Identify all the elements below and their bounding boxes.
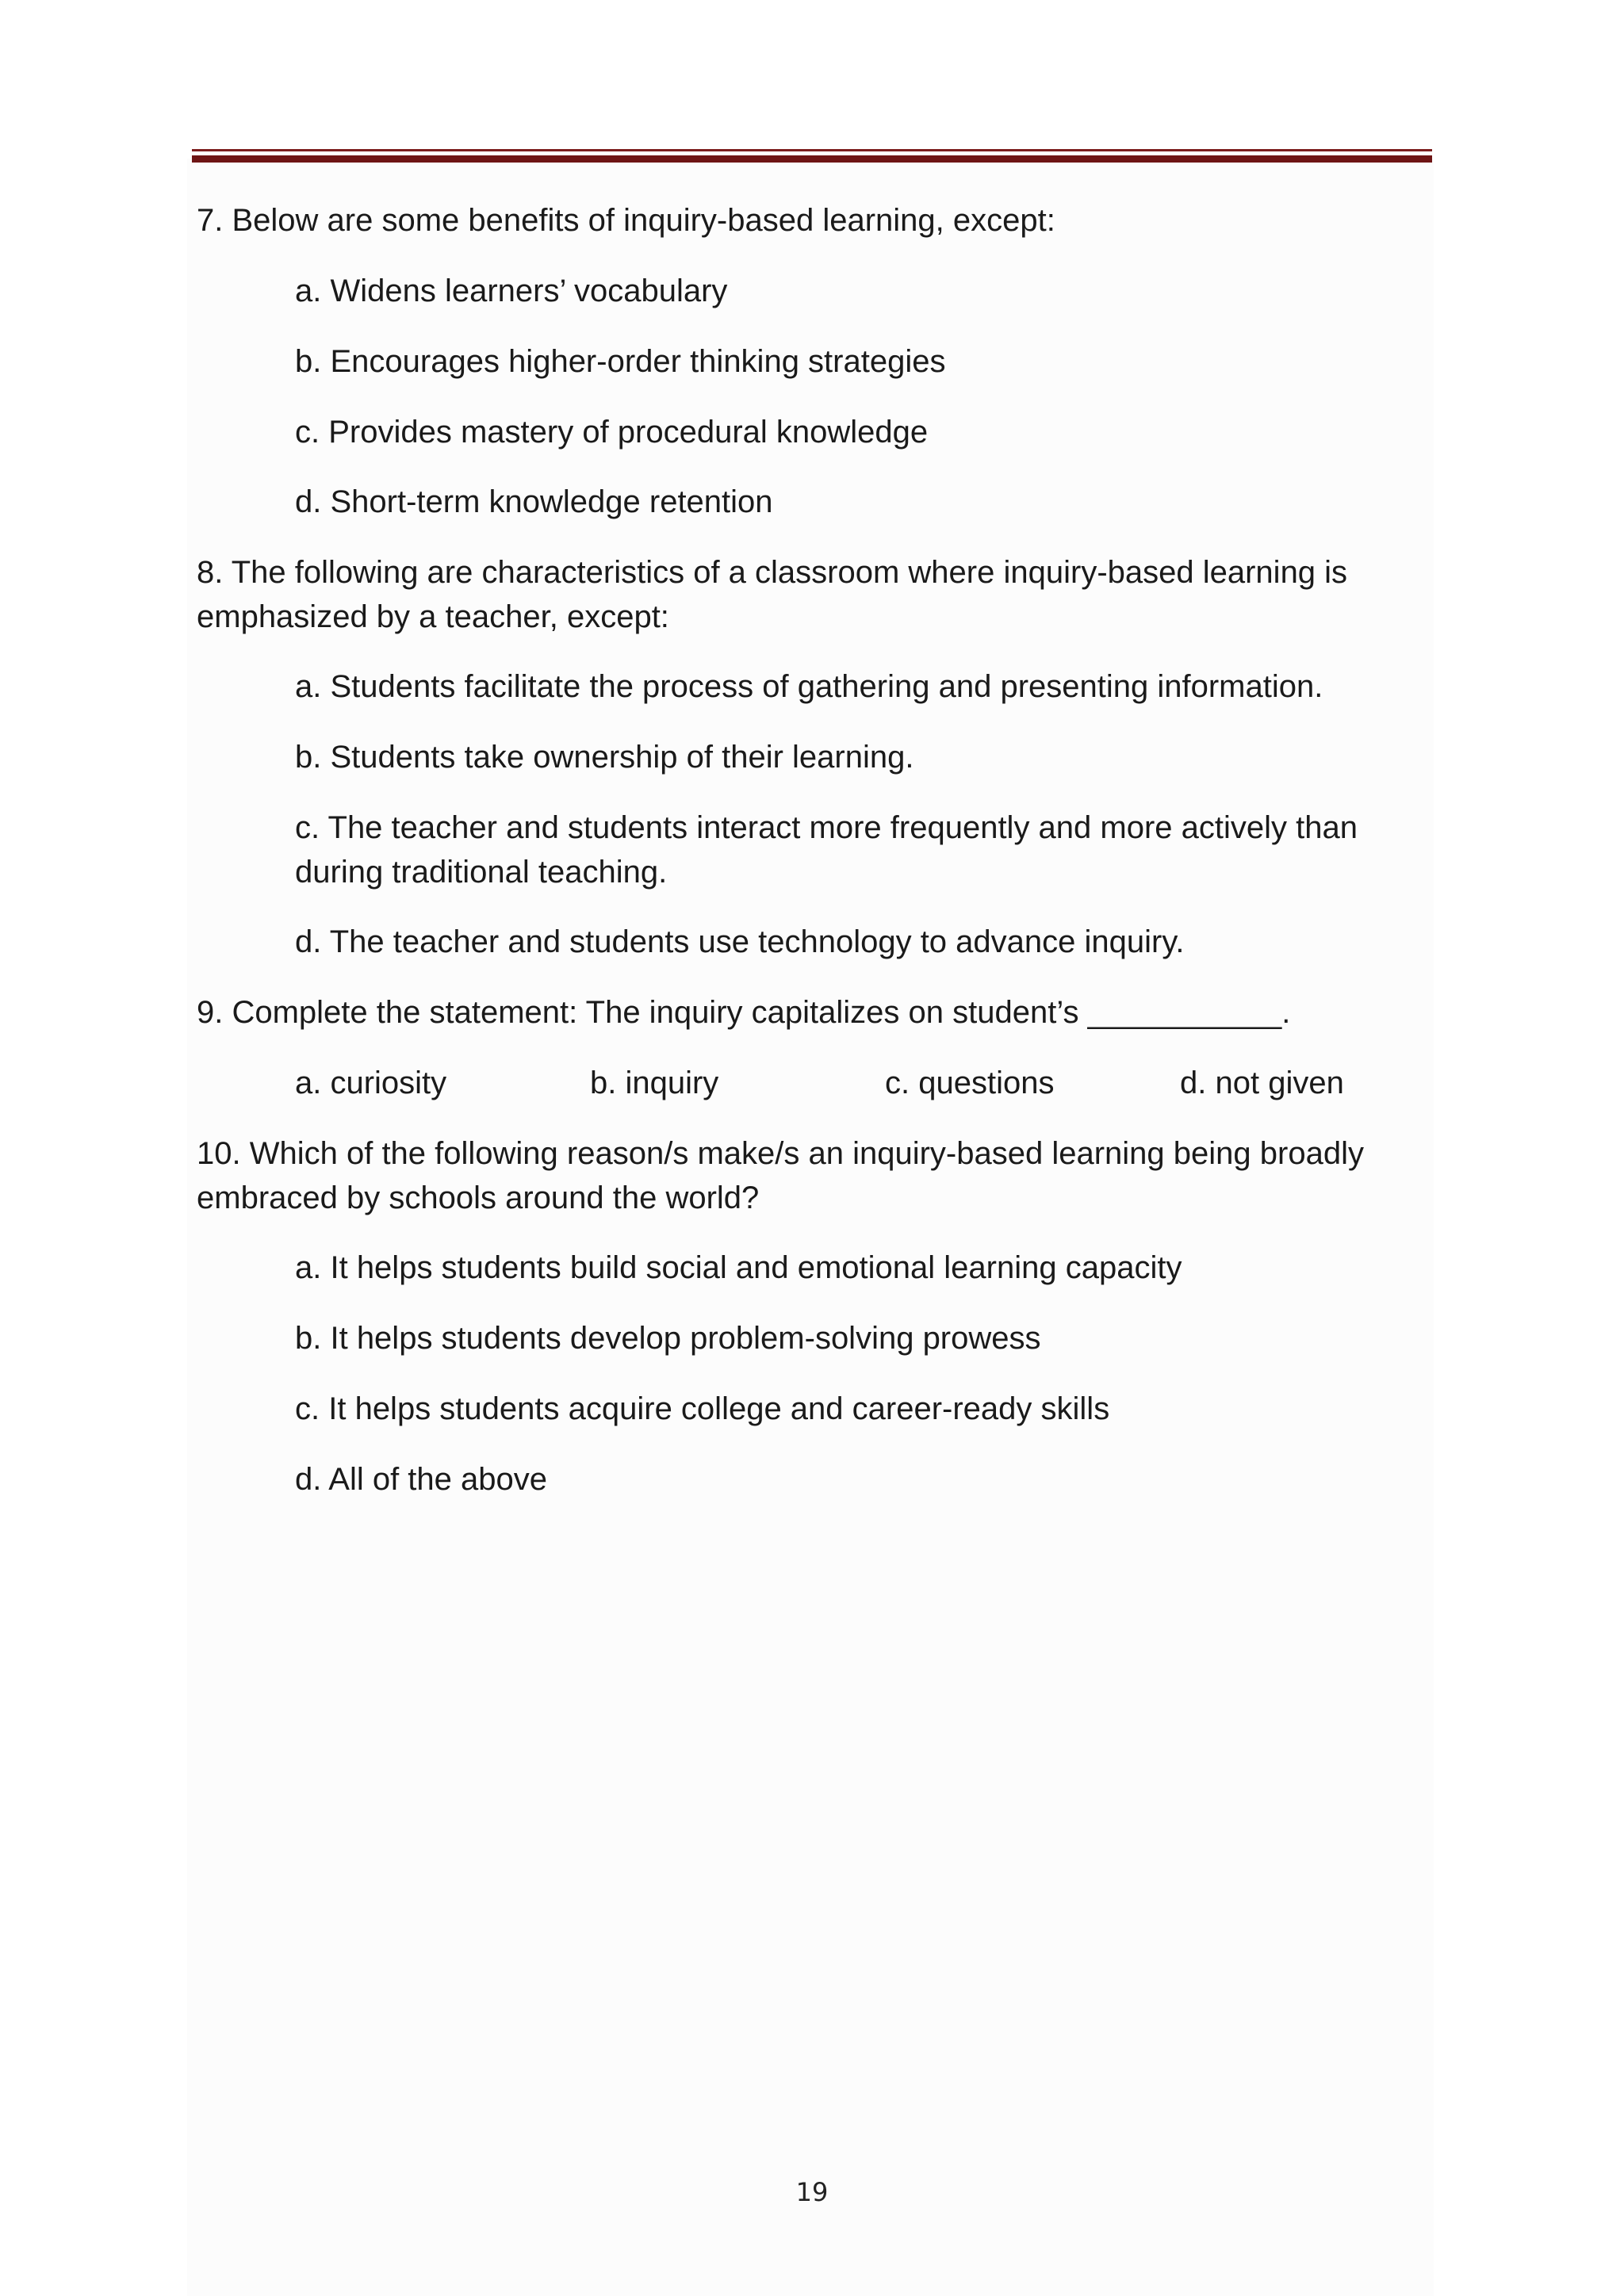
question-10-stem: 10. Which of the following reason/s make/s an inquiry-based learning being broadly embraced by schools around the world? [197, 1136, 1364, 1215]
question-9-option-b: b. inquiry [590, 1066, 719, 1100]
question-8-option-c: c. The teacher and students interact more frequently and more actively than during traditional teaching. [295, 810, 1358, 890]
question-10-option-d: d. All of the above [295, 1462, 548, 1497]
question-9-stem: 9. Complete the statement: The inquiry capitalizes on student’s ___________. [197, 995, 1291, 1030]
question-7-option-b: b. Encourages higher-order thinking strategies [295, 344, 946, 379]
question-10-option-c: c. It helps students acquire college and career-ready skills [295, 1391, 1110, 1426]
question-8-option-b: b. Students take ownership of their learning. [295, 740, 914, 775]
page-number: 19 [795, 2177, 829, 2207]
question-8-option-a: a. Students facilitate the process of gathering and presenting information. [295, 669, 1323, 704]
question-9-option-d: d. not given [1180, 1066, 1344, 1100]
question-9-option-c: c. questions [885, 1066, 1055, 1100]
question-7-option-a: a. Widens learners’ vocabulary [295, 274, 728, 308]
question-7-stem: 7. Below are some benefits of inquiry-based learning, except: [197, 203, 1055, 238]
question-10-option-b: b. It helps students develop problem-solving prowess [295, 1321, 1041, 1356]
question-7-option-d: d. Short-term knowledge retention [295, 484, 773, 519]
question-9-option-a: a. curiosity [295, 1066, 447, 1100]
question-8-stem: 8. The following are characteristics of a classroom where inquiry-based learning is emphasized by a teacher, except: [197, 555, 1348, 634]
question-7-option-c: c. Provides mastery of procedural knowledge [295, 415, 929, 450]
header-rule-thin [192, 149, 1432, 151]
header-rule-thick [192, 155, 1432, 163]
question-10-option-a: a. It helps students build social and emotional learning capacity [295, 1250, 1182, 1285]
question-8-option-d: d. The teacher and students use technology to advance inquiry. [295, 924, 1185, 959]
